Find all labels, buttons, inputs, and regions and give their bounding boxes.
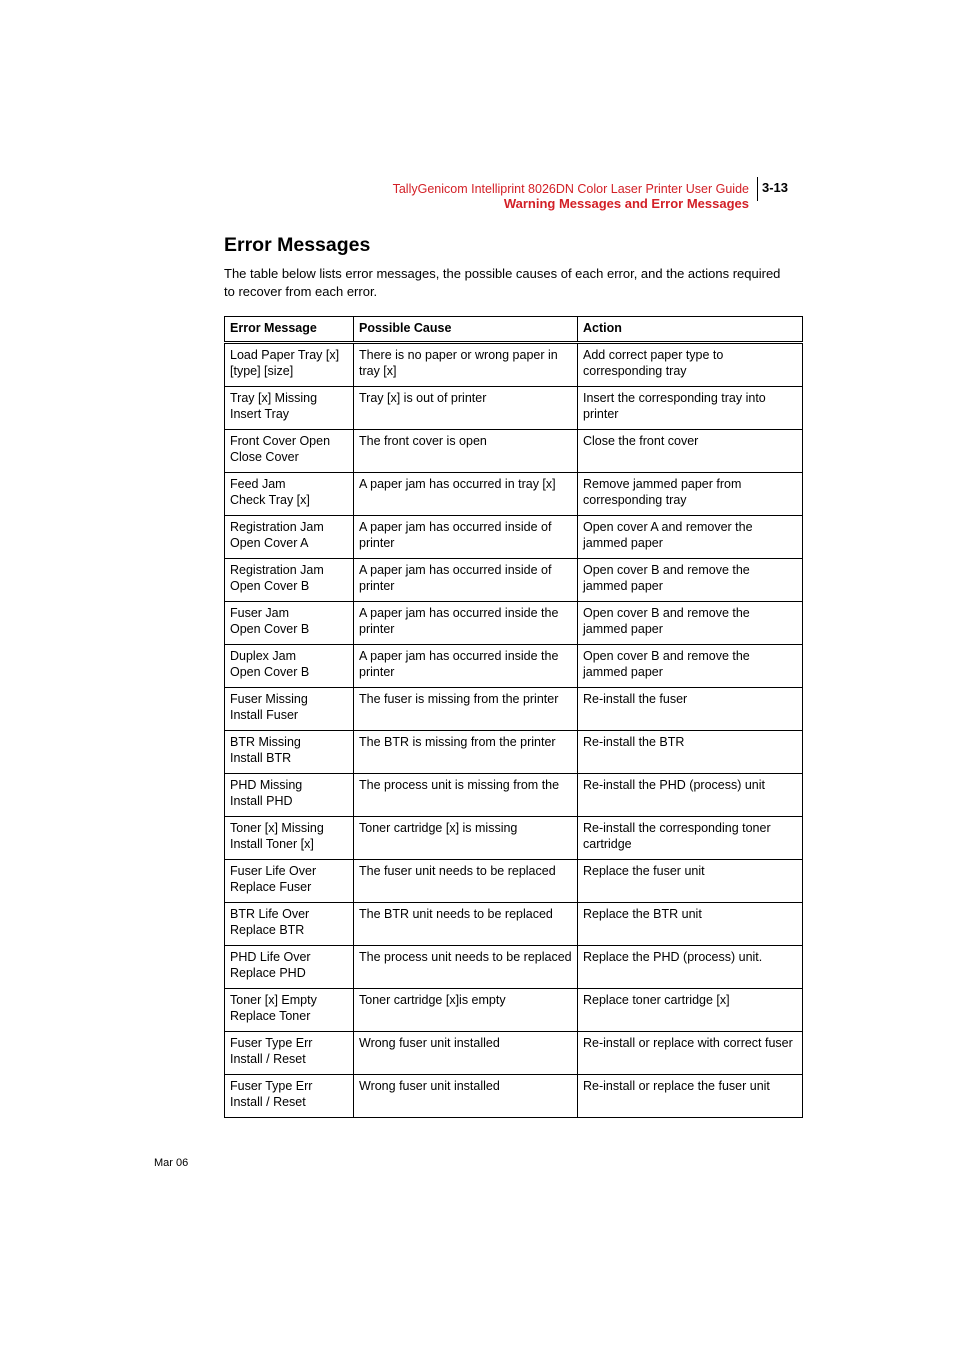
error-message-cell: Fuser Type Err Install / Reset [225, 1032, 354, 1075]
action-cell: Re-install the corresponding toner cartridge [578, 817, 803, 860]
table-header-row [225, 317, 803, 343]
action-cell: Add correct paper type to corresponding tray [578, 343, 803, 387]
table-row [225, 989, 803, 1032]
column-header-possible-cause: Possible Cause [354, 317, 578, 343]
table-row [225, 774, 803, 817]
action-cell: Replace toner cartridge [x] [578, 989, 803, 1032]
possible-cause-cell: Wrong fuser unit installed [354, 1032, 578, 1075]
possible-cause-cell: The process unit is missing from the [354, 774, 578, 817]
action-cell: Remove jammed paper from corresponding tray [578, 473, 803, 516]
table-row [225, 731, 803, 774]
table-row [225, 645, 803, 688]
table-row [225, 688, 803, 731]
error-message-cell: BTR Missing Install BTR [225, 731, 354, 774]
error-message-cell: Fuser Life Over Replace Fuser [225, 860, 354, 903]
error-message-cell: Front Cover Open Close Cover [225, 430, 354, 473]
action-cell: Re-install the fuser [578, 688, 803, 731]
action-cell: Replace the PHD (process) unit. [578, 946, 803, 989]
possible-cause-cell: A paper jam has occurred in tray [x] [354, 473, 578, 516]
error-message-cell: Load Paper Tray [x] [type] [size] [225, 343, 354, 387]
possible-cause-cell: The process unit needs to be replaced [354, 946, 578, 989]
running-header-section-title: Warning Messages and Error Messages [503, 196, 749, 211]
possible-cause-cell: The fuser unit needs to be replaced [354, 860, 578, 903]
table-row [225, 387, 803, 430]
possible-cause-cell: The fuser is missing from the printer [354, 688, 578, 731]
table-row [225, 817, 803, 860]
header-divider [757, 177, 758, 201]
error-message-cell: Fuser Missing Install Fuser [225, 688, 354, 731]
action-cell: Re-install the PHD (process) unit [578, 774, 803, 817]
action-cell: Open cover B and remove the jammed paper [578, 559, 803, 602]
action-cell: Open cover A and remover the jammed paper [578, 516, 803, 559]
possible-cause-cell: Wrong fuser unit installed [354, 1075, 578, 1118]
table-row [225, 946, 803, 989]
error-message-cell: Tray [x] Missing Insert Tray [225, 387, 354, 430]
table-row [225, 430, 803, 473]
possible-cause-cell: A paper jam has occurred inside the printer [354, 645, 578, 688]
possible-cause-cell: A paper jam has occurred inside of printer [354, 559, 578, 602]
error-message-cell: Feed Jam Check Tray [x] [225, 473, 354, 516]
possible-cause-cell: The BTR is missing from the printer [354, 731, 578, 774]
error-message-cell: Fuser Type Err Install / Reset [225, 1075, 354, 1118]
action-cell: Replace the BTR unit [578, 903, 803, 946]
error-message-cell: Registration Jam Open Cover A [225, 516, 354, 559]
intro-paragraph: The table below lists error messages, the possible causes of each error, and the actions required to recover from each error. [224, 266, 781, 299]
error-message-cell: BTR Life Over Replace BTR [225, 903, 354, 946]
error-message-cell: PHD Missing Install PHD [225, 774, 354, 817]
error-message-cell: Fuser Jam Open Cover B [225, 602, 354, 645]
possible-cause-cell: The front cover is open [354, 430, 578, 473]
running-header-guide-title: TallyGenicom Intelliprint 8026DN Color Laser Printer User Guide [392, 182, 749, 196]
error-message-cell: Duplex Jam Open Cover B [225, 645, 354, 688]
table-row [225, 559, 803, 602]
error-message-cell: Toner [x] Empty Replace Toner [225, 989, 354, 1032]
footer-date: Mar 06 [154, 1157, 189, 1169]
error-message-cell: PHD Life Over Replace PHD [225, 946, 354, 989]
possible-cause-cell: The BTR unit needs to be replaced [354, 903, 578, 946]
page-number: 3-13 [762, 180, 789, 195]
error-messages-table [224, 316, 803, 1118]
possible-cause-cell: A paper jam has occurred inside of printer [354, 516, 578, 559]
possible-cause-cell: A paper jam has occurred inside the printer [354, 602, 578, 645]
table-row [225, 860, 803, 903]
possible-cause-cell: There is no paper or wrong paper in tray [x] [354, 343, 578, 387]
table-row [225, 1075, 803, 1118]
column-header-action: Action [578, 317, 803, 343]
column-header-error-message: Error Message [225, 317, 354, 343]
action-cell: Open cover B and remove the jammed paper [578, 602, 803, 645]
action-cell: Close the front cover [578, 430, 803, 473]
action-cell: Insert the corresponding tray into printer [578, 387, 803, 430]
error-message-cell: Registration Jam Open Cover B [225, 559, 354, 602]
table-row [225, 343, 803, 387]
action-cell: Replace the fuser unit [578, 860, 803, 903]
action-cell: Open cover B and remove the jammed paper [578, 645, 803, 688]
possible-cause-cell: Tray [x] is out of printer [354, 387, 578, 430]
table-row [225, 1032, 803, 1075]
possible-cause-cell: Toner cartridge [x]is empty [354, 989, 578, 1032]
table-row [225, 903, 803, 946]
table-row [225, 473, 803, 516]
action-cell: Re-install the BTR [578, 731, 803, 774]
error-message-cell: Toner [x] Missing Install Toner [x] [225, 817, 354, 860]
possible-cause-cell: Toner cartridge [x] is missing [354, 817, 578, 860]
action-cell: Re-install or replace the fuser unit [578, 1075, 803, 1118]
table-row [225, 516, 803, 559]
page-title: Error Messages [224, 234, 371, 256]
action-cell: Re-install or replace with correct fuser [578, 1032, 803, 1075]
table-row [225, 602, 803, 645]
